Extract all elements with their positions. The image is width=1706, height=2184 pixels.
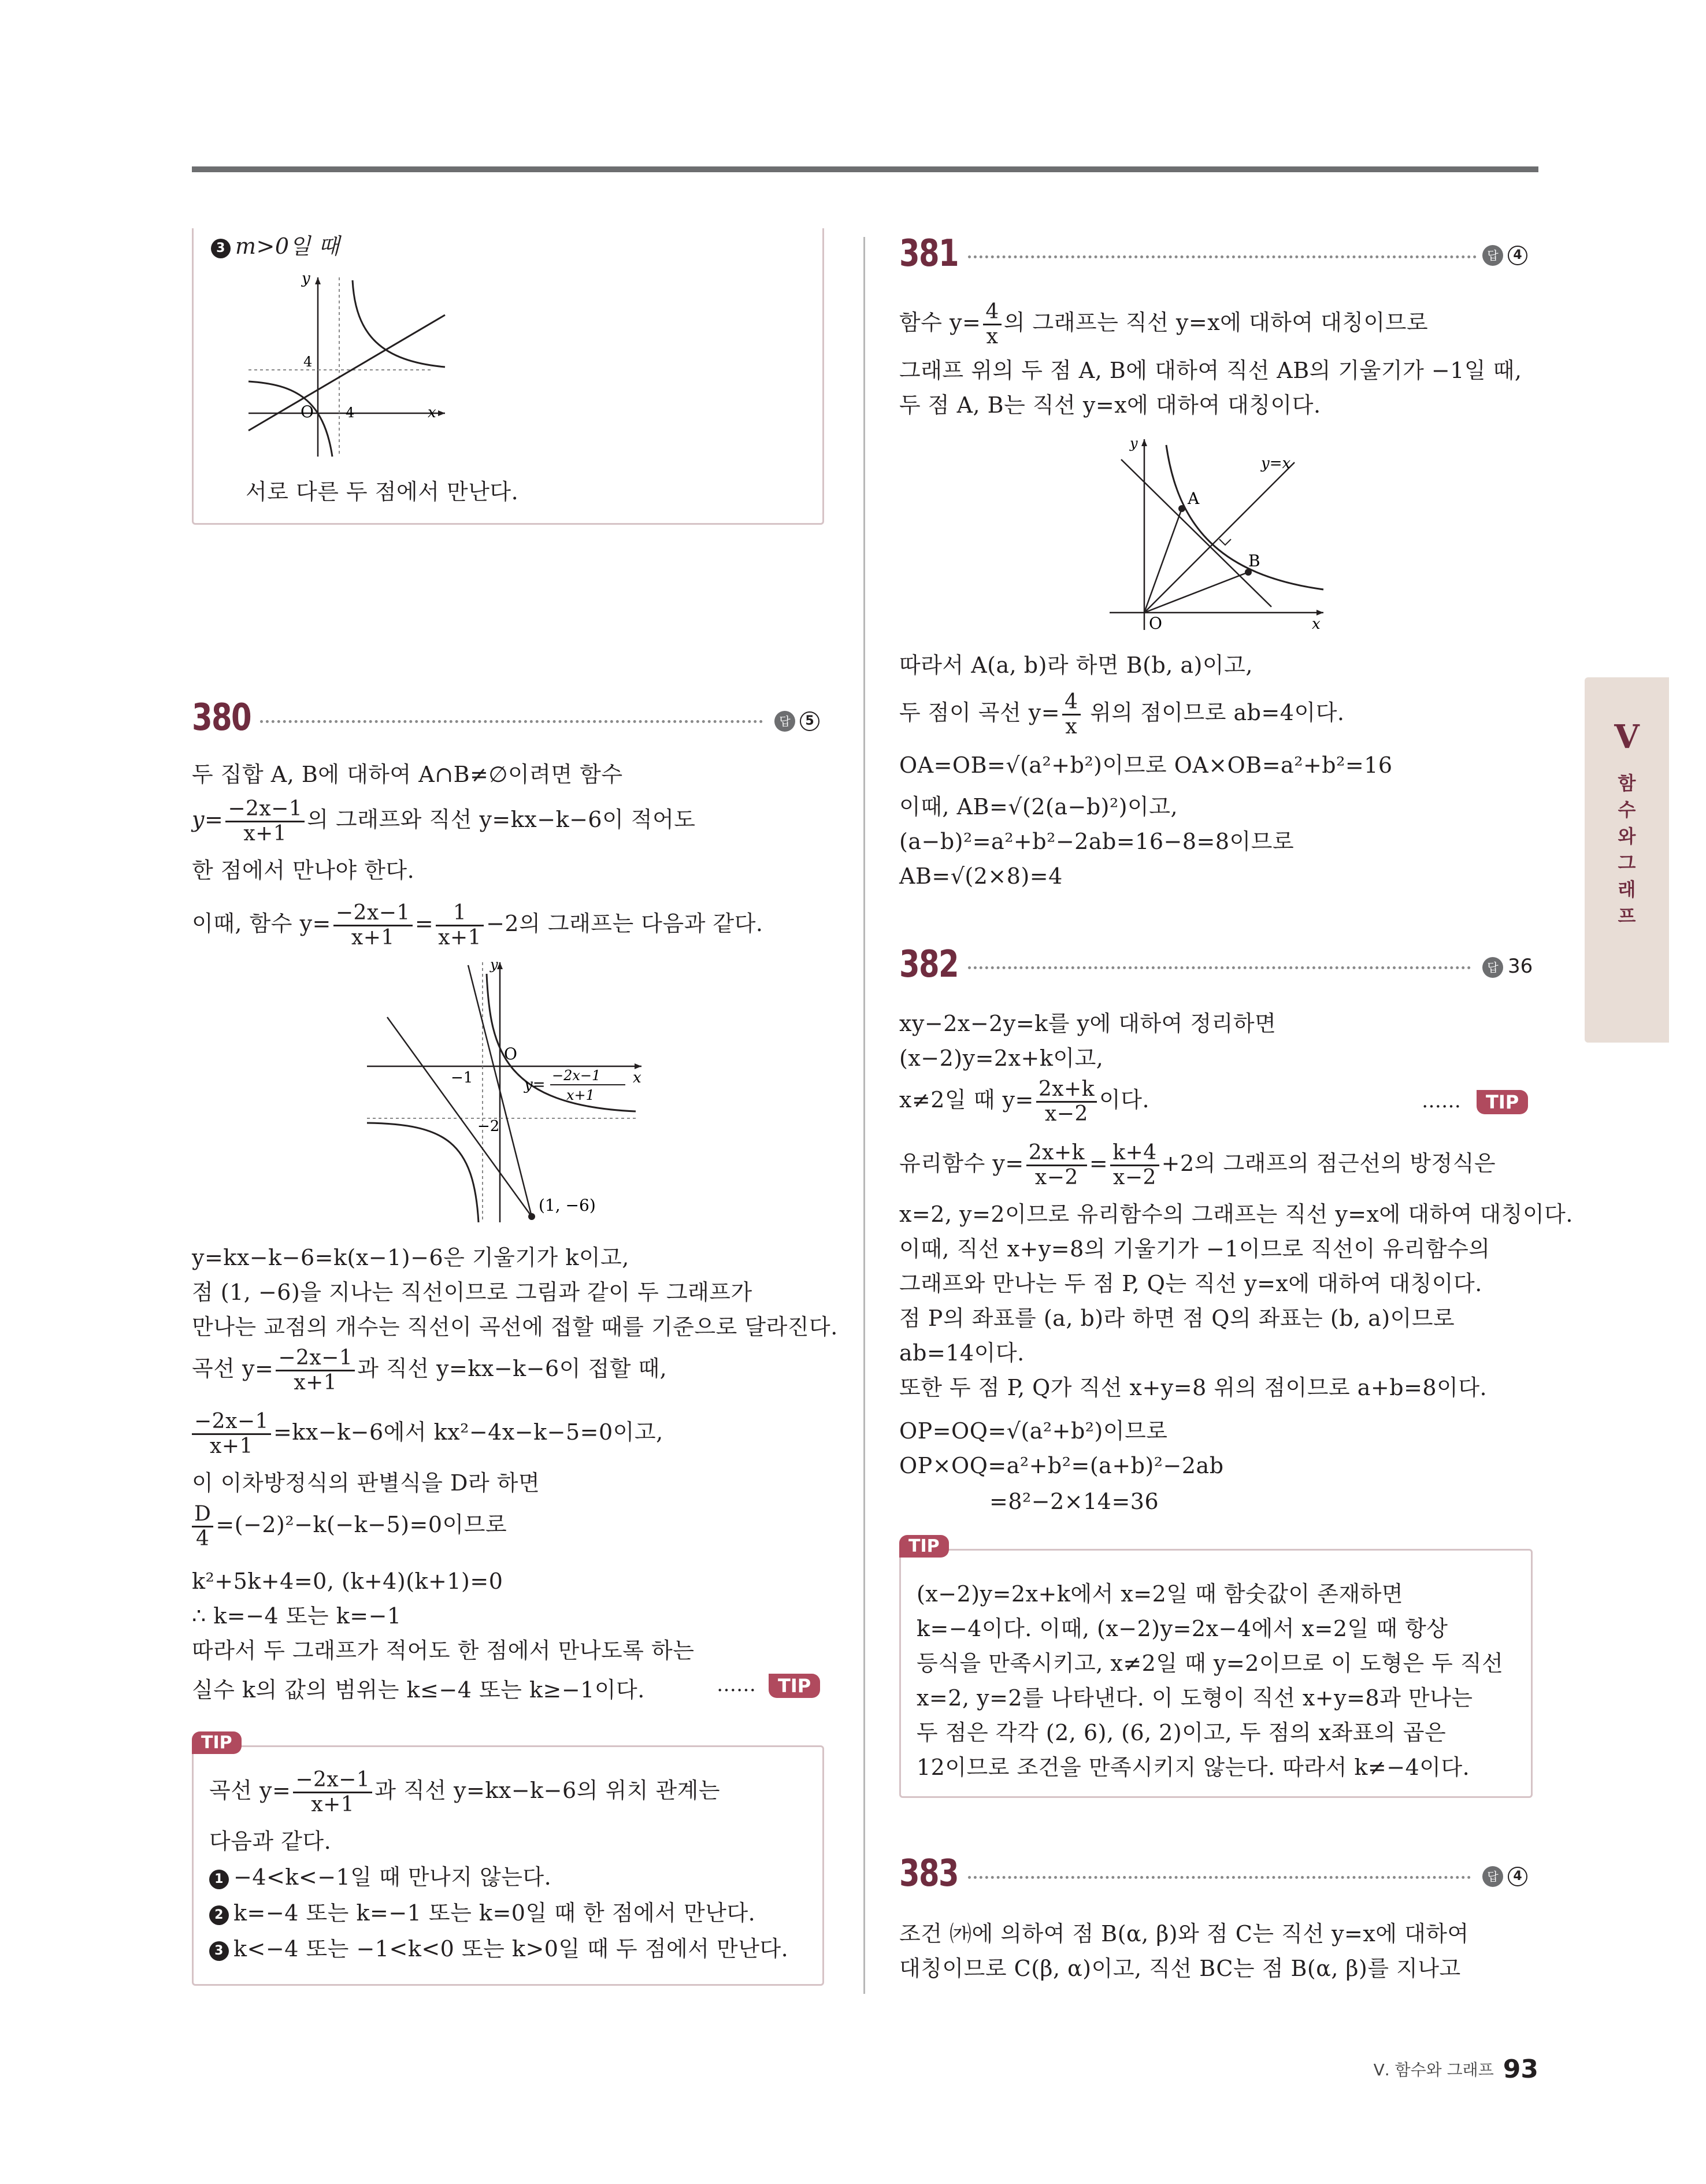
sol380-line15: 실수 k의 값의 범위는 k≤−4 또는 k≥−1이다.	[192, 1677, 645, 1703]
fraction: $\frac{D}{4}$	[192, 1503, 213, 1551]
tip380-line2: 다음과 같다.	[209, 1829, 332, 1854]
y-axis-label: y	[1130, 435, 1138, 451]
chapter-title-vertical: 함 수 와 그 래 프	[1618, 772, 1636, 927]
sol380-line1: 두 집합 A, B에 대하여 A∩B≠∅이려면 함수	[192, 762, 623, 787]
fraction: $\frac{-2x-1}{x+1}$	[192, 1410, 271, 1458]
tip382-line4: x=2, y=2를 나타낸다. 이 도형이 직선 x+y=8과 만나는	[917, 1685, 1473, 1711]
chapter-side-tab	[1585, 677, 1669, 1043]
tip382-line6: 12이므로 조건을 만족시키지 않는다. 따라서 k≠−4이다.	[917, 1755, 1470, 1780]
sol380-line10: 이 이차방정식의 판별식을 D라 하면	[192, 1470, 540, 1496]
tip-tag-382: TIP	[899, 1535, 949, 1558]
line-label: y=x	[1261, 455, 1291, 472]
sol381-line8: (a−b)²=a²+b²−2ab=16−8=8이므로	[899, 829, 1295, 854]
fraction: $\frac{4}{x}$	[983, 301, 1001, 348]
answer-380	[774, 709, 824, 732]
sol380-line11: $\frac{D}{4}$ =(−2)²−k(−k−5)=0이므로	[192, 1503, 507, 1551]
tip-ref-dots-382: ……	[1422, 1089, 1461, 1113]
sol380-line14: 따라서 두 그래프가 적어도 한 점에서 만나도록 하는	[192, 1638, 695, 1663]
chapter-roman: Ⅴ	[1614, 718, 1640, 756]
answer-381	[1482, 243, 1532, 266]
sol380-line7: 만나는 교점의 개수는 직선이 곡선에 접할 때를 기준으로 달라진다.	[192, 1314, 838, 1340]
sol382-line6: 이때, 직선 x+y=8의 기울기가 −1이므로 직선이 유리함수의	[899, 1236, 1490, 1262]
header-dots-383	[968, 1876, 1471, 1879]
tick-minus1: −1	[451, 1069, 473, 1087]
answer-mark: 답	[1482, 245, 1503, 266]
origin-label: O	[301, 402, 314, 421]
sol382-line12: OP×OQ=a²+b²=(a+b)²−2ab	[899, 1453, 1224, 1478]
sol380-line8: 곡선 y= $\frac{-2x-1}{x+1}$ 과 직선 y=kx−k−6이 접할 때,	[192, 1346, 667, 1395]
prev-case-result: 서로 다른 두 점에서 만난다.	[246, 479, 519, 505]
answer-383	[1482, 1864, 1532, 1887]
sol380-line12: k²+5k+4=0, (k+4)(k+1)=0	[192, 1569, 503, 1594]
sol380-line9: $\frac{-2x-1}{x+1}$ =kx−k−6에서 kx²−4x−k−5=0이고,	[192, 1410, 663, 1458]
fraction: $\frac{-2x-1}{x+1}$	[276, 1347, 355, 1395]
tip-ref-382[interactable]: TIP	[1477, 1090, 1528, 1114]
sol381-graph	[1104, 433, 1329, 636]
problem-number-381: 381	[899, 232, 959, 275]
fraction: $\frac{-2x-1}{x+1}$	[293, 1768, 372, 1816]
problem-number-383: 383	[899, 1852, 959, 1895]
tick-y-4: 4	[303, 354, 313, 370]
case-number-badge: 3	[211, 239, 231, 258]
sol380-graph	[364, 956, 653, 1228]
fraction: $\frac{4}{x}$	[1062, 691, 1080, 739]
sol380-line4: 이때, 함수 y= $\frac{-2x-1}{x+1}$ = $\frac{1}{x+1}$ −2의 그래프는 다음과 같다.	[192, 901, 763, 950]
header-dots-382	[968, 966, 1471, 969]
answer-value: 4	[1508, 246, 1527, 265]
origin-label: O	[1149, 614, 1162, 633]
fraction: $\frac{2x+k}{x-2}$	[1036, 1078, 1097, 1126]
sol381-line7: 이때, AB=√(2(a−b)²)이고,	[899, 794, 1178, 820]
curve-label-den: x+1	[566, 1087, 595, 1103]
sol383-line2: 대칭이므로 C(β, α)이고, 직선 BC는 점 B(α, β)를 지나고	[899, 1956, 1461, 1981]
sol380-line6: 점 (1, −6)을 지나는 직선이므로 그림과 같이 두 그래프가	[192, 1280, 752, 1305]
prev-case-graph	[243, 266, 451, 462]
tip-tag-380: TIP	[192, 1731, 242, 1754]
tip382-line2: k=−4이다. 이때, (x−2)y=2x−4에서 x=2일 때 항상	[917, 1616, 1448, 1641]
sol381-line2: 그래프 위의 두 점 A, B에 대하여 직선 AB의 기울기가 −1일 때,	[899, 358, 1522, 383]
sol381-line3: 두 점 A, B는 직선 y=x에 대하여 대칭이다.	[899, 392, 1321, 418]
top-rule	[192, 166, 1538, 172]
sol380-line5: y=kx−k−6=k(x−1)−6은 기울기가 k이고,	[192, 1245, 629, 1270]
tip380-item2: 2 k=−4 또는 k=−1 또는 k=0일 때 한 점에서 만난다.	[209, 1898, 755, 1928]
column-separator	[863, 237, 865, 1994]
tip380-item3: 3 k<−4 또는 −1<k<0 또는 k>0일 때 두 점에서 만난다.	[209, 1934, 788, 1964]
sol382-line2: (x−2)y=2x+k이고,	[899, 1045, 1104, 1071]
answer-mark: 답	[774, 711, 795, 732]
sol382-line13: =8²−2×14=36	[989, 1489, 1159, 1514]
tip382-line1: (x−2)y=2x+k에서 x=2일 때 함숫값이 존재하면	[917, 1581, 1404, 1607]
point-b-label: B	[1248, 551, 1260, 570]
header-dots-380	[260, 720, 763, 723]
fraction: $\frac{2x+k}{x-2}$	[1026, 1141, 1087, 1189]
x-axis-label: x	[633, 1069, 641, 1087]
sol382-line8: 점 P의 좌표를 (a, b)라 하면 점 Q의 좌표는 (b, a)이므로	[899, 1306, 1455, 1331]
answer-382	[1482, 955, 1533, 978]
header-dots-381	[968, 255, 1477, 258]
fraction: $\frac{-2x-1}{x+1}$	[225, 798, 305, 846]
tip380-line1: 곡선 y= $\frac{-2x-1}{x+1}$ 과 직선 y=kx−k−6의 위치 관계는	[209, 1768, 721, 1816]
x-axis-label: x	[428, 404, 436, 421]
curve-label-lhs: y=	[524, 1076, 546, 1093]
sol381-line5: 두 점이 곡선 y= $\frac{4}{x}$ 위의 점이므로 ab=4이다.	[899, 690, 1345, 739]
sol382-line3: x≠2일 때 y= $\frac{2x+k}{x-2}$ 이다.	[899, 1077, 1150, 1126]
answer-mark: 답	[1482, 1866, 1503, 1887]
tip382-line5: 두 점은 각각 (2, 6), (6, 2)이고, 두 점의 x좌표의 곱은	[917, 1720, 1447, 1745]
sol382-line4: 유리함수 y= $\frac{2x+k}{x-2}$ = $\frac{k+4}{x-2}$ +2의 그래프의 점근선의 방정식은	[899, 1141, 1496, 1189]
y-axis-label: y	[490, 956, 498, 973]
tip380-item1: 1 −4<k<−1일 때 만나지 않는다.	[209, 1862, 551, 1892]
sol380-line2: y= $\frac{-2x-1}{x+1}$ 의 그래프와 직선 y=kx−k−6이 적어도	[192, 797, 696, 846]
sol382-line1: xy−2x−2y=k를 y에 대하여 정리하면	[899, 1011, 1277, 1036]
fraction: $\frac{k+4}{x-2}$	[1110, 1141, 1159, 1189]
x-axis-label: x	[1312, 615, 1321, 633]
fraction: $\frac{-2x-1}{x+1}$	[333, 902, 413, 950]
sol381-line4: 따라서 A(a, b)라 하면 B(b, a)이고,	[899, 652, 1253, 678]
page-number: 93	[1503, 2055, 1538, 2084]
point-a-label: A	[1188, 489, 1200, 508]
sol381-line1: 함수 y= $\frac{4}{x}$ 의 그래프는 직선 y=x에 대하여 대칭이므로	[899, 300, 1429, 348]
tip-ref-dots-380: ……	[717, 1673, 756, 1696]
origin-label: O	[504, 1044, 517, 1063]
sol380-line13: ∴ k=−4 또는 k=−1	[192, 1603, 402, 1629]
answer-mark: 답	[1482, 957, 1503, 978]
tip382-line3: 등식을 만족시키고, x≠2일 때 y=2이므로 이 도형은 두 직선	[917, 1651, 1504, 1676]
sol383-line1: 조건 ㈎에 의하여 점 B(α, β)와 점 C는 직선 y=x에 대하여	[899, 1921, 1469, 1946]
sol382-line7: 그래프와 만나는 두 점 P, Q는 직선 y=x에 대하여 대칭이다.	[899, 1271, 1482, 1296]
sol382-line9: ab=14이다.	[899, 1340, 1025, 1366]
sol380-line3: 한 점에서 만나야 한다.	[192, 858, 415, 883]
answer-value: 36	[1508, 955, 1533, 978]
fraction: $\frac{1}{x+1}$	[436, 902, 484, 950]
page-footer	[1374, 2055, 1538, 2084]
tick-minus2: −2	[477, 1118, 500, 1135]
problem-number-382: 382	[899, 943, 959, 986]
sol381-line6: OA=OB=√(a²+b²)이므로 OA×OB=a²+b²=16	[899, 752, 1393, 778]
tick-x-4: 4	[346, 405, 355, 421]
sol382-line11: OP=OQ=√(a²+b²)이므로	[899, 1418, 1168, 1444]
problem-number-380: 380	[192, 696, 251, 739]
prev-case-label: 3 m>0일 때	[211, 231, 340, 261]
footer-chapter: Ⅴ. 함수와 그래프	[1373, 2060, 1494, 2079]
answer-value: 5	[800, 711, 819, 731]
point-label: (1, −6)	[539, 1196, 596, 1215]
tip-ref-380[interactable]: TIP	[769, 1674, 820, 1698]
sol382-line10: 또한 두 점 P, Q가 직선 x+y=8 위의 점이므로 a+b=8이다.	[899, 1375, 1488, 1400]
answer-value: 4	[1508, 1867, 1527, 1886]
sol381-line9: AB=√(2×8)=4	[899, 863, 1063, 889]
curve-label-num: −2x−1	[552, 1067, 601, 1084]
sol382-line5: x=2, y=2이므로 유리함수의 그래프는 직선 y=x에 대하여 대칭이다.	[899, 1202, 1573, 1227]
y-axis-label: y	[302, 270, 310, 287]
